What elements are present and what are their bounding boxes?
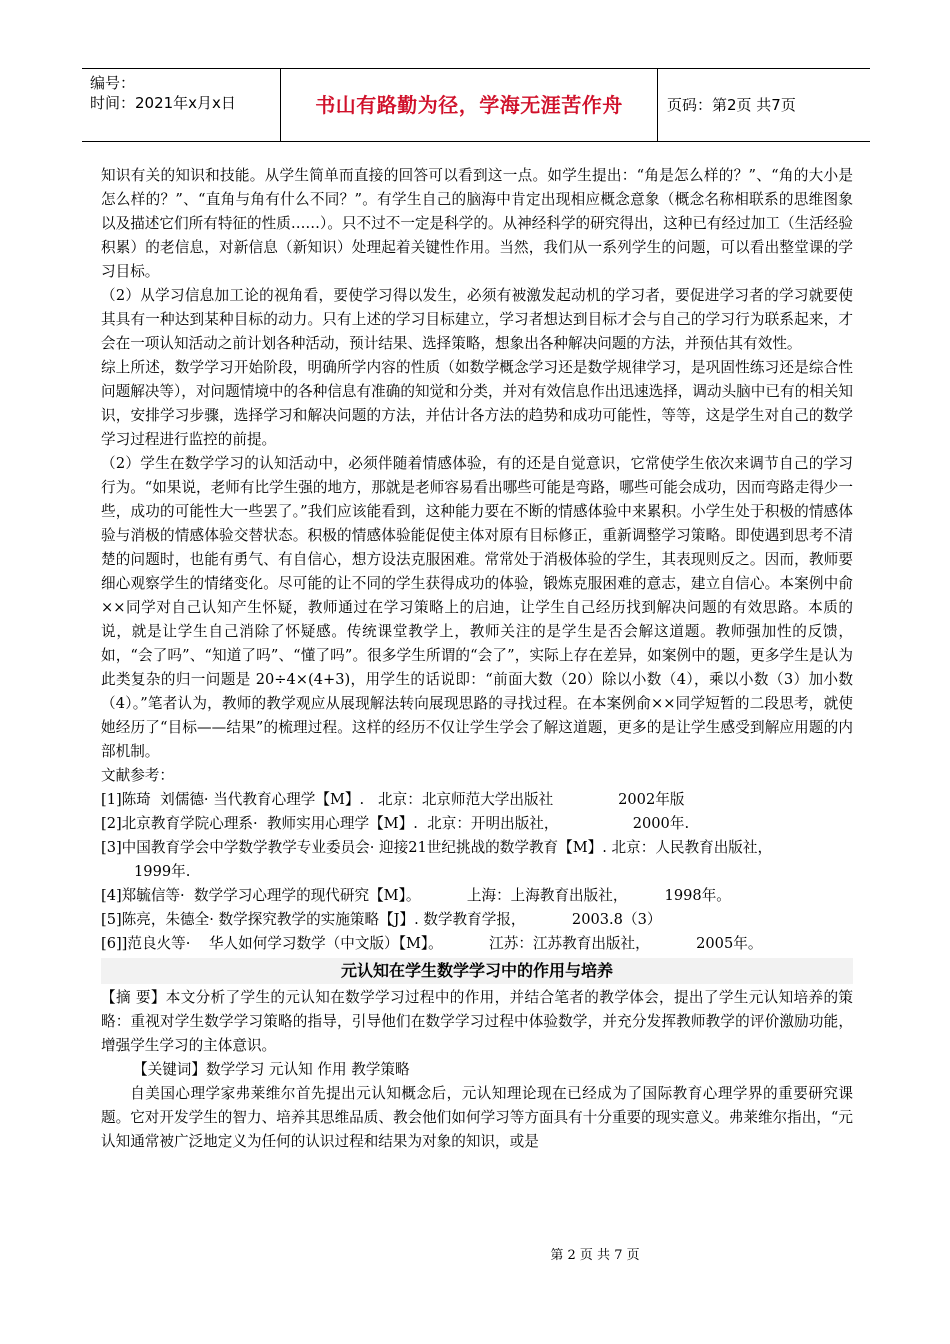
page-footer (0, 1244, 950, 1263)
paragraph: 综上所述，数学学习开始阶段，明确所学内容的性质（如数学概念学习还是数学规律学习，是巩固性练习还是综合性问题解决等），对问题情境中的各种信息有准确的知觉和分类，并对有效信息作出迅速选择，调动头脑中已有的相关知识，安排学习步骤，选择学习和解决问题的方法，并估计各方法的趋势和成功可能性，等等，这是学生对自己的数学学习过程进行监控的前提。 (101, 359, 853, 448)
header-motto-cell (281, 69, 658, 141)
paragraph: 知识有关的知识和技能。从学生简单而直接的回答可以看到这一点。如学生提出：“角是怎么样的？”、“角的大小是怎么样的？”、“直角与角有什么不同？”。有学生自己的脑海中肯定出现相应概念意象（概念名称相联系的思维图象以及描述它们所有特征的性质……）。只不过不一定是科学的。从神经科学的研究得出，这种已有经过加工（生活经验积累）的老信息，对新信息（新知识）处理起着关键性作用。当然，我们从一系列学生的问题，可以看出整堂课的学习目标。 (101, 167, 853, 280)
header-meta (82, 69, 281, 141)
reference-item: [2]北京教育学院心理系· 教师实用心理学【M】. 北京：开明出版社， 2000年. (101, 815, 690, 832)
reference-item: [6]]范良火等· 华人如何学习数学（中文版）【M】。 江苏：江苏教育出版社， 2005年。 (101, 935, 763, 952)
article-title: 元认知在学生数学学习中的作用与培养 (101, 958, 853, 984)
page-header (82, 68, 870, 142)
reference-item-text: [3]中国教育学会中学数学教学专业委员会· 迎接21世纪挑战的数学教育【M】. 北京：人民教育出版社， (101, 839, 773, 856)
reference-item: [1]陈琦 刘儒德· 当代教育心理学【M】. 北京：北京师范大学出版社 2002年版 (101, 791, 685, 808)
article-keywords: 【关键词】数学学习 元认知 作用 教学策略 (133, 1061, 410, 1078)
header-motto: 书山有路勤为径，学海无涯苦作舟 (315, 93, 623, 117)
references-heading: 文献参考： (101, 767, 174, 784)
paragraph: （2）从学习信息加工论的视角看，要使学习得以发生，必须有被激发起动机的学习者，要促进学习者的学习就要使其具有一种达到某种目标的动力。只有上述的学习目标建立，学习者想达到目标才会与自己的学习行为联系起来，才会在一项认知活动之前计划各种活动，预计结果、选择策略，想象出各种解决问题的方法，并预估其有效性。 (101, 287, 853, 352)
reference-item (101, 836, 853, 884)
article-abstract: 【摘 要】本文分析了学生的元认知在数学学习过程中的作用，并结合笔者的教学体会，提出了学生元认知培养的策略：重视对学生数学学习策略的指导，引导他们在数学学习过程中体验数学，并充分发挥教师教学的评价激励功能，增强学生学习的主体意识。 (101, 989, 853, 1054)
paragraph: （2）学生在数学学习的认知活动中，必须伴随着情感体验，有的还是自觉意识，它常使学生依次来调节自己的学习行为。“如果说，老师有比学生强的地方，那就是老师容易看出哪些可能是弯路，哪些可能会成功，因而弯路走得少一些，成功的可能性大一些罢了。”我们应该能看到，这种能力要在不断的情感体验中来累积。小学生处于积极的情感体验与消极的情感体验交替状态。积极的情感体验能促使主体对原有目标修正，重新调整学习策略。即使遇到思考不清楚的问题时，也能有勇气、有自信心，想方设法克服困难。常常处于消极体验的学生，其表现则反之。因而，教师要细心观察学生的情绪变化。尽可能的让不同的学生获得成功的体验，锻炼克服困难的意志，建立自信心。本案例中俞××同学对自己认知产生怀疑，教师通过在学习策略上的启迪，让学生自己经历找到解决问题的有效思路。本质的说，就是让学生自己消除了怀疑感。传统课堂教学上，教师关注的是学生是否会解这道题。教师强加性的反馈，如，“会了吗”、“知道了吗”、“懂了吗”。很多学生所谓的“会了”，实际上存在差异，如案例中的题，更多学生是认为此类复杂的归一问题是 20÷4×(4+3)，用学生的话说即：“前面大数（20）除以小数（4），乘以小数（3）加小数（4）。”笔者认为，教师的教学观应从展现解法转向展现思路的寻找过程。在本案例俞××同学短暂的二段思考，就使她经历了“目标——结果”的梳理过程。这样的经历不仅让学生学会了解这道题，更多的是让学生感受到解应用题的内部机制。 (101, 455, 853, 760)
document-number-label: 编号： (90, 74, 136, 92)
reference-item-continuation: 1999年. (134, 863, 191, 880)
header-page-number: 页码：第2页 共7页 (667, 96, 796, 114)
document-time-label: 时间：2021年x月x日 (90, 94, 236, 112)
document-body (101, 164, 853, 1154)
article-intro: 自美国心理学家弗莱维尔首先提出元认知概念后，元认知理论现在已经成为了国际教育心理学界的重要研究课题。它对开发学生的智力、培养其思维品质、教会他们如何学习等方面具有十分重要的现实意义。弗莱维尔指出，“元认知通常被广泛地定义为任何的认识过程和结果为对象的知识，或是 (101, 1085, 853, 1150)
reference-item: [4]郑毓信等· 数学学习心理学的现代研究【M】。 上海：上海教育出版社， 1998年。 (101, 887, 731, 904)
reference-item: [5]陈亮，朱德全· 数学探究教学的实施策略【J】. 数学教育学报， 2003.8（3） (101, 911, 662, 928)
header-page-cell (658, 69, 870, 141)
footer-page-number: 第 2 页 共 7 页 (550, 1248, 640, 1263)
